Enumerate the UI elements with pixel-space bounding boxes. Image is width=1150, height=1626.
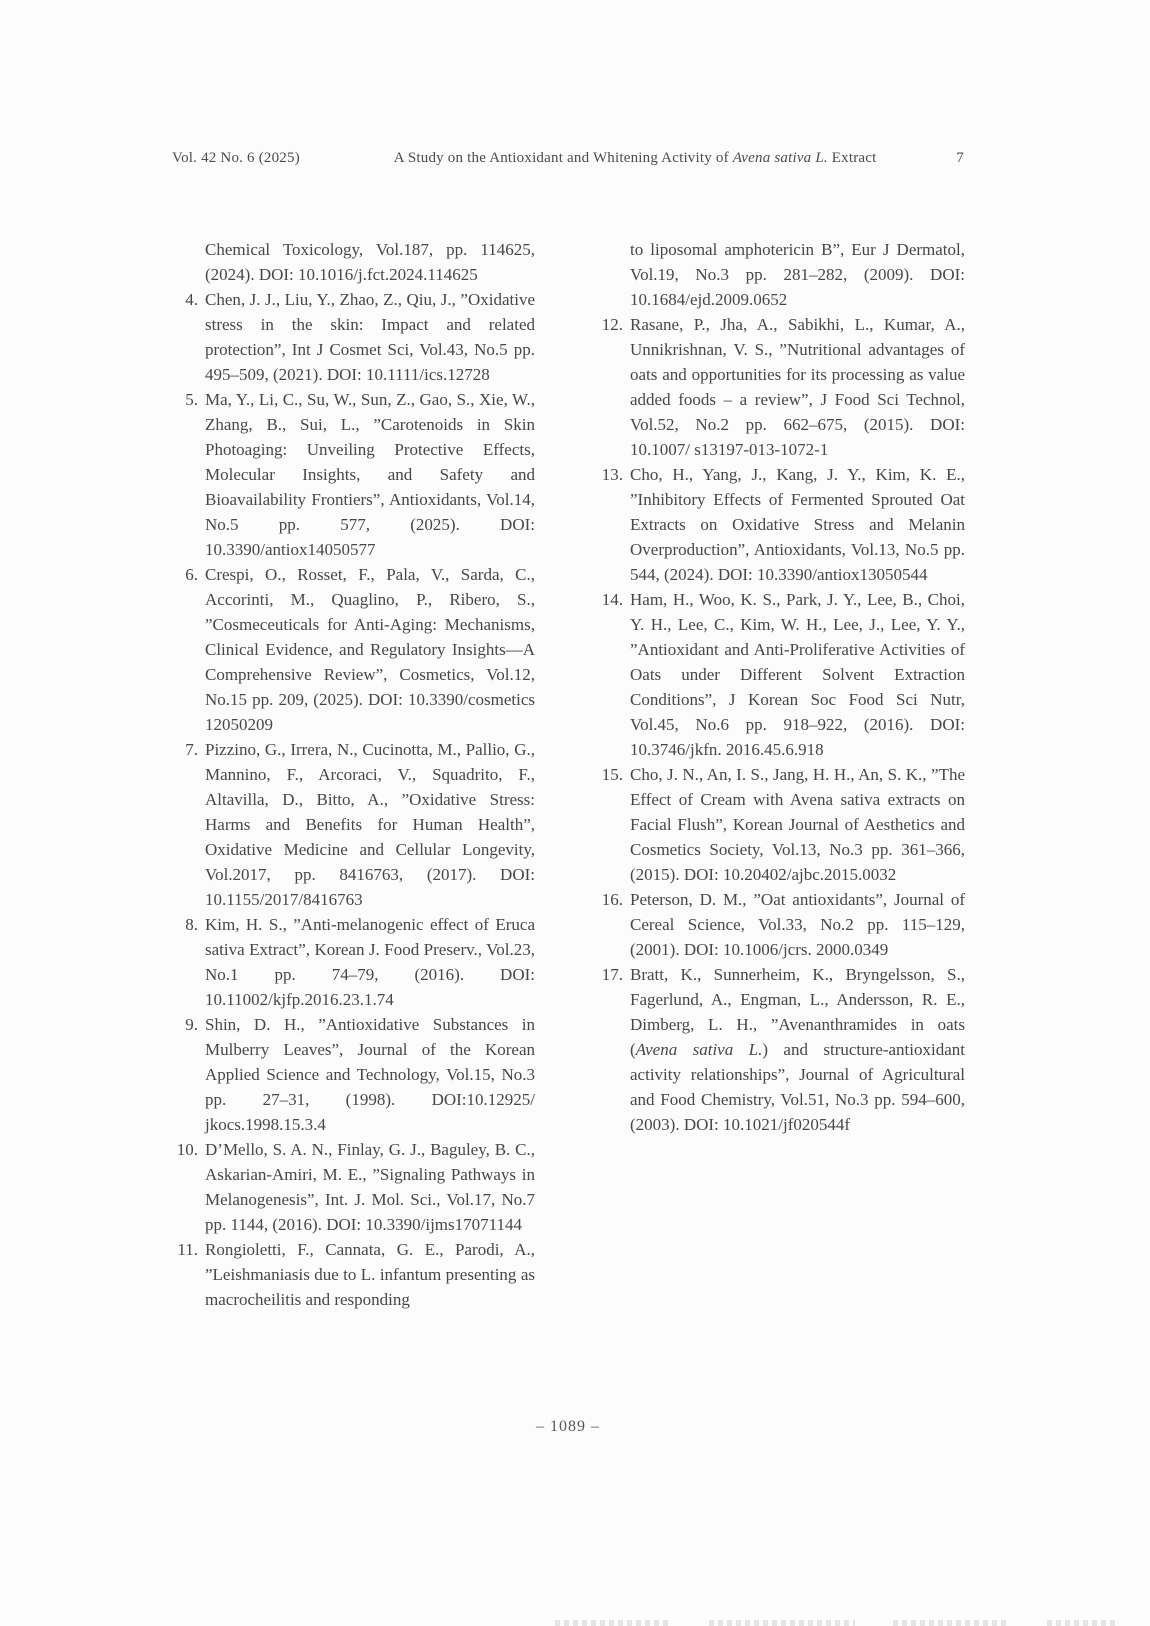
journal-volume-info: Vol. 42 No. 6 (2025) xyxy=(172,150,300,166)
references-section xyxy=(172,237,965,1312)
running-title-prefix: A Study on the Antioxidant and Whitening Activity of xyxy=(393,150,733,166)
reference-item xyxy=(595,762,965,887)
reference-number: 12. xyxy=(601,315,623,334)
reference-list xyxy=(595,237,965,1137)
running-title-suffix: Extract xyxy=(827,150,877,166)
reference-text: Rasane, P., Jha, A., Sabikhi, L., Kumar, A., Unnikrishnan, V. S., ”Nutritional advantages of oats and opportunities for its processing as value added foods – a review”, J Food Sci Technol, Vol.52, No.2 pp. 662–675, (2015). DOI: 10.1007/ s13197-013-1072-1 xyxy=(630,315,965,459)
reference-text: Peterson, D. M., ”Oat antioxidants”, Journal of Cereal Science, Vol.33, No.2 pp. 115–129, (2001). DOI: 10.1006/jcrs. 2000.0349 xyxy=(630,890,965,959)
reference-text xyxy=(630,965,965,1134)
references-right-column xyxy=(595,237,965,1312)
reference-item xyxy=(172,1137,535,1237)
reference-number: 4. xyxy=(185,290,198,309)
reference-number: 10. xyxy=(176,1140,198,1159)
reference-text: Pizzino, G., Irrera, N., Cucinotta, M., Pallio, G., Mannino, F., Arcoraci, V., Squadrito, F., Altavilla, D., Bitto, A., ”Oxidative Stress: Harms and Benefits for Human Health”, Oxidative Medicine and Cellular Longevity, Vol.2017, pp. 8416763, (2017). DOI: 10.1155/2017/8416763 xyxy=(205,740,535,909)
reference-number: 9. xyxy=(185,1015,198,1034)
reference-text: Rongioletti, F., Cannata, G. E., Parodi, A., ”Leishmaniasis due to L. infantum presenting as macrocheilitis and responding xyxy=(205,1240,535,1309)
reference-item xyxy=(172,912,535,1012)
reference-number: 6. xyxy=(185,565,198,584)
clipped-text-fragment xyxy=(893,1620,1009,1626)
reference-text: Cho, H., Yang, J., Kang, J. Y., Kim, K. E., ”Inhibitory Effects of Fermented Sprouted Oat Extracts on Oxidative Stress and Melanin Overproduction”, Antioxidants, Vol.13, No.5 pp. 544, (2024). DOI: 10.3390/antiox13050544 xyxy=(630,465,965,584)
reference-text: to liposomal amphotericin B”, Eur J Dermatol, Vol.19, No.3 pp. 281–282, (2009). DOI: 10.1684/ejd.2009.0652 xyxy=(630,240,965,309)
reference-number: 13. xyxy=(601,465,623,484)
reference-text: Chen, J. J., Liu, Y., Zhao, Z., Qiu, J., ”Oxidative stress in the skin: Impact and related protection”, Int J Cosmet Sci, Vol.43, No.5 pp. 495–509, (2021). DOI: 10.1111/ics.12728 xyxy=(205,290,535,384)
reference-item xyxy=(172,1012,535,1137)
reference-number: 11. xyxy=(177,1240,198,1259)
reference-item xyxy=(595,887,965,962)
running-title-species: Avena sativa L. xyxy=(732,150,828,166)
reference-text: Kim, H. S., ”Anti-melanogenic effect of Eruca sativa Extract”, Korean J. Food Preserv., Vol.23, No.1 pp. 74–79, (2016). DOI: 10.11002/kjfp.2016.23.1.74 xyxy=(205,915,535,1009)
reference-number: 14. xyxy=(601,590,623,609)
reference-text-part2: ) and structure-antioxidant activity relationships”, Journal of Agricultural and Food Chemistry, Vol.51, No.3 pp. 594–600, (2003). DOI: 10.1021/jf020544f xyxy=(630,1040,965,1134)
reference-item xyxy=(595,962,965,1137)
running-title xyxy=(394,150,877,167)
reference-item xyxy=(595,312,965,462)
reference-item xyxy=(595,237,965,312)
reference-item xyxy=(172,1237,535,1312)
reference-item xyxy=(172,387,535,562)
clipped-text-fragment xyxy=(555,1620,1115,1626)
reference-text-part1: Bratt, K., Sunnerheim, K., Bryngelsson, S., Fagerlund, A., Engman, L., Andersson, R. E., Dimberg, L. H., ”Avenanthramides in oats ( xyxy=(630,965,965,1059)
references-left-column xyxy=(172,237,535,1312)
reference-number: 5. xyxy=(185,390,198,409)
reference-text: D’Mello, S. A. N., Finlay, G. J., Baguley, B. C., Askarian-Amiri, M. E., ”Signaling Pathways in Melanogenesis”, Int. J. Mol. Sci., Vol.17, No.7 pp. 1144, (2016). DOI: 10.3390/ijms17071144 xyxy=(205,1140,535,1234)
clipped-text-fragment xyxy=(555,1620,671,1626)
reference-item xyxy=(595,587,965,762)
reference-number: 15. xyxy=(601,765,623,784)
reference-item xyxy=(172,237,535,287)
reference-text: Crespi, O., Rosset, F., Pala, V., Sarda, C., Accorinti, M., Quaglino, P., Ribero, S., ”Cosmeceuticals for Anti-Aging: Mechanisms, Clinical Evidence, and Regulatory Insights—A Comprehensive Review”, Cosmetics, Vol.12, No.15 pp. 209, (2025). DOI: 10.3390/cosmetics 12050209 xyxy=(205,565,535,734)
clipped-text-fragment xyxy=(1047,1620,1115,1626)
reference-number: 7. xyxy=(185,740,198,759)
footer-page-number: – 1089 – xyxy=(536,1418,600,1435)
clipped-text-fragment xyxy=(709,1620,854,1626)
reference-item xyxy=(172,562,535,737)
reference-number: 8. xyxy=(185,915,198,934)
reference-text: Ma, Y., Li, C., Su, W., Sun, Z., Gao, S., Xie, W., Zhang, B., Sui, L., ”Carotenoids in Skin Photoaging: Unveiling Protective Effects, Molecular Insights, and Safety and Bioavailability Frontiers”, Antioxidants, Vol.14, No.5 pp. 577, (2025). DOI: 10.3390/antiox14050577 xyxy=(205,390,535,559)
reference-text: Cho, J. N., An, I. S., Jang, H. H., An, S. K., ”The Effect of Cream with Avena sativa extracts on Facial Flush”, Korean Journal of Aesthetics and Cosmetics Society, Vol.13, No.3 pp. 361–366, (2015). DOI: 10.20402/ajbc.2015.0032 xyxy=(630,765,965,884)
page-header xyxy=(172,150,964,167)
reference-species-italic: Avena sativa L. xyxy=(635,1040,763,1059)
reference-number: 16. xyxy=(601,890,623,909)
reference-text: Ham, H., Woo, K. S., Park, J. Y., Lee, B., Choi, Y. H., Lee, C., Kim, W. H., Lee, J., Lee, Y. Y., ”Antioxidant and Anti-Proliferative Activities of Oats under Different Solvent Extraction Conditions”, J Korean Soc Food Sci Nutr, Vol.45, No.6 pp. 918–922, (2016). DOI: 10.3746/jkfn. 2016.45.6.918 xyxy=(630,590,965,759)
reference-item xyxy=(172,287,535,387)
reference-item xyxy=(595,462,965,587)
reference-text: Chemical Toxicology, Vol.187, pp. 114625, (2024). DOI: 10.1016/j.fct.2024.114625 xyxy=(205,240,535,284)
reference-number: 17. xyxy=(601,965,623,984)
reference-text: Shin, D. H., ”Antioxidative Substances in Mulberry Leaves”, Journal of the Korean Applied Science and Technology, Vol.15, No.3 pp. 27–31, (1998). DOI:10.12925/ jkocs.1998.15.3.4 xyxy=(205,1015,535,1134)
reference-list xyxy=(172,237,535,1312)
reference-item xyxy=(172,737,535,912)
header-page-number: 7 xyxy=(956,150,964,166)
